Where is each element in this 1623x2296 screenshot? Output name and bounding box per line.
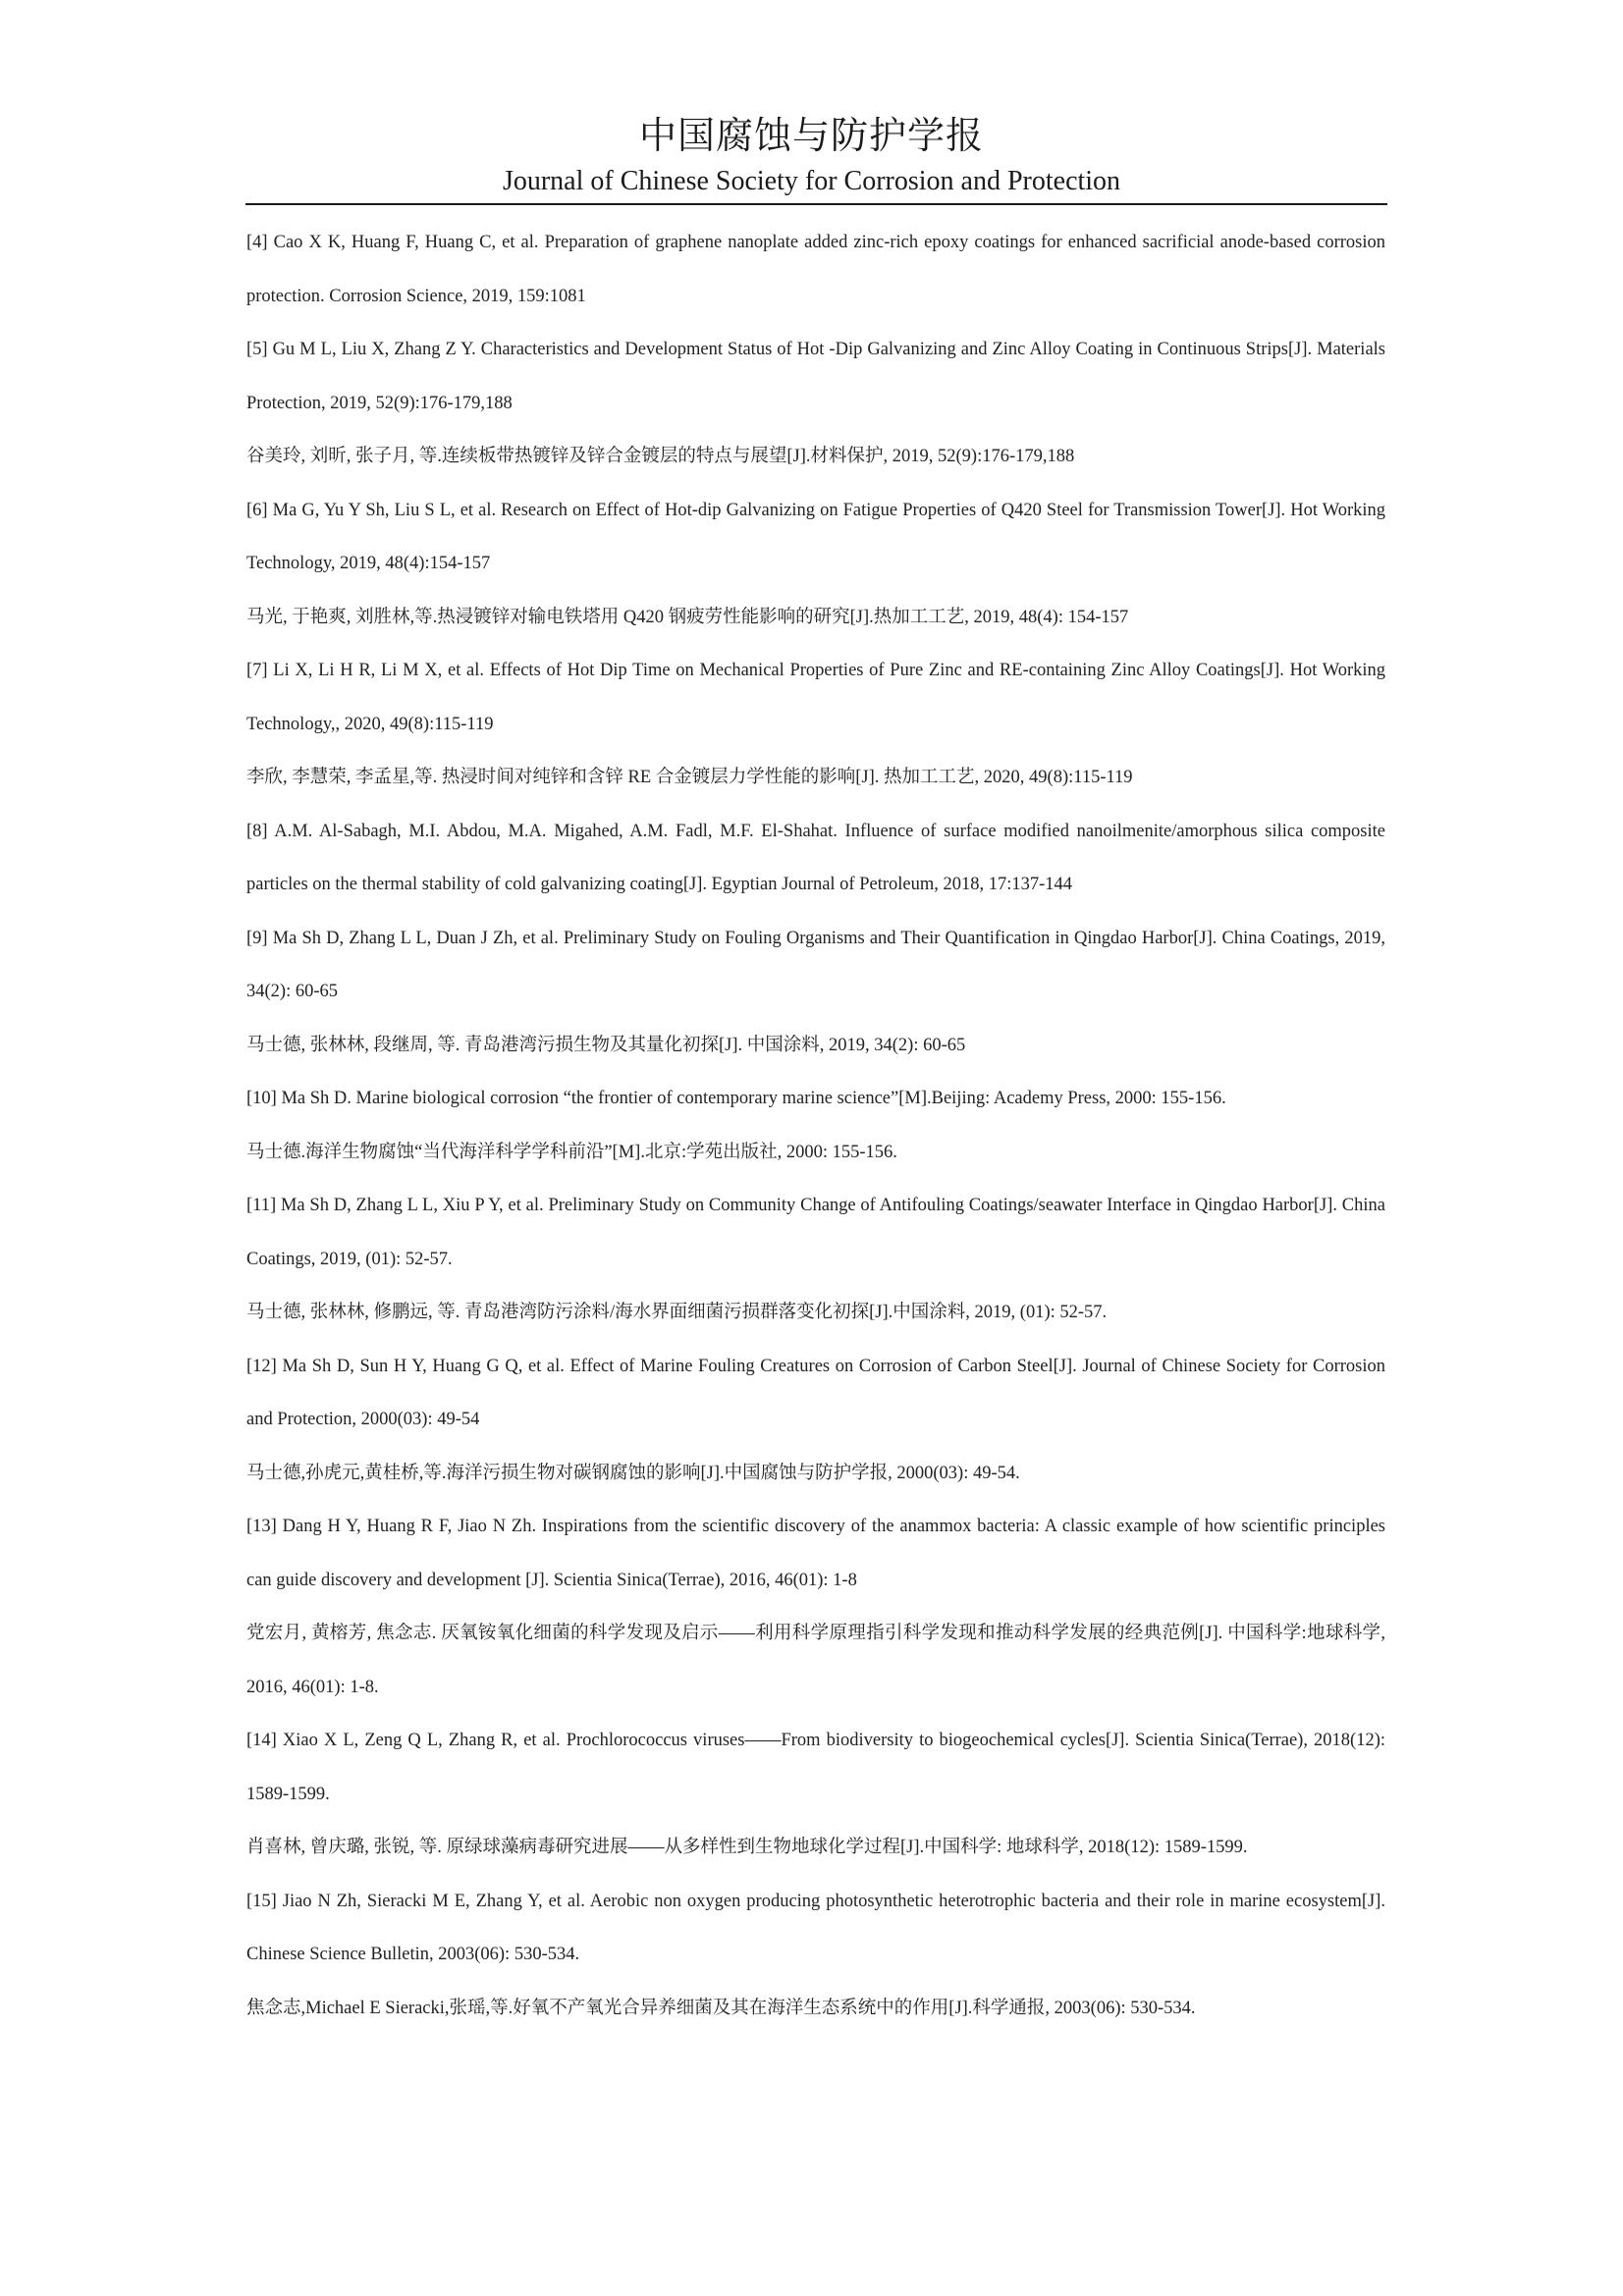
reference-entry: [8] A.M. Al-Sabagh, M.I. Abdou, M.A. Migahed, A.M. Fadl, M.F. El-Shahat. Influence of surface modified nanoilmenite/amorphous silica composite particles on the thermal stability of cold galvanizing coating[J]. Egyptian Journal of Petroleum, 2018, 17:137-144 <box>246 821 1385 894</box>
reference-entry: 党宏月, 黄榕芳, 焦念志. 厌氧铵氧化细菌的科学发现及启示——利用科学原理指引科学发现和推动科学发展的经典范例[J]. 中国科学:地球科学, 2016, 46(01): 1-8. <box>246 1624 1385 1697</box>
reference-entry: [4] Cao X K, Huang F, Huang C, et al. Preparation of graphene nanoplate added zinc-rich epoxy coatings for enhanced sacrificial anode-based corrosion protection. Corrosion Science, 2019, 159:1081 <box>246 233 1385 306</box>
reference-list <box>246 216 1385 2035</box>
reference-entry: [5] Gu M L, Liu X, Zhang Z Y. Characteristics and Development Status of Hot -Dip Galvanizing and Zinc Alloy Coating in Continuous Strips[J]. Materials Protection, 2019, 52(9):176-179,188 <box>246 340 1385 413</box>
reference-entry: 马光, 于艳爽, 刘胜林,等.热浸镀锌对输电铁塔用 Q420 钢疲劳性能影响的研究[J].热加工工艺, 2019, 48(4): 154-157 <box>246 607 1129 627</box>
reference-entry: 肖喜林, 曾庆璐, 张锐, 等. 原绿球藻病毒研究进展——从多样性到生物地球化学过程[J].中国科学: 地球科学, 2018(12): 1589-1599. <box>246 1838 1248 1857</box>
reference-entry: 焦念志,Michael E Sieracki,张瑶,等.好氧不产氧光合异养细菌及其在海洋生态系统中的作用[J].科学通报, 2003(06): 530-534. <box>246 1998 1196 2018</box>
reference-entry: [15] Jiao N Zh, Sieracki M E, Zhang Y, et al. Aerobic non oxygen producing photosynthetic heterotrophic bacteria and their role in marine ecosystem[J]. Chinese Science Bulletin, 2003(06): 530-534. <box>246 1891 1385 1964</box>
reference-entry: [13] Dang H Y, Huang R F, Jiao N Zh. Inspirations from the scientific discovery of the anammox bacteria: A classic example of how scientific principles can guide discovery and development [J]. Scientia Sinica(Terrae), 2016, 46(01): 1-8 <box>246 1517 1385 1590</box>
reference-entry: 马士德,孙虎元,黄桂桥,等.海洋污损生物对碳钢腐蚀的影响[J].中国腐蚀与防护学报, 2000(03): 49-54. <box>246 1463 1020 1483</box>
reference-entry: [12] Ma Sh D, Sun H Y, Huang G Q, et al. Effect of Marine Fouling Creatures on Corrosion of Carbon Steel[J]. Journal of Chinese Society for Corrosion and Protection, 2000(03): 49-54 <box>246 1356 1385 1429</box>
reference-entry: [9] Ma Sh D, Zhang L L, Duan J Zh, et al. Preliminary Study on Fouling Organisms and Their Quantification in Qingdao Harbor[J]. China Coatings, 2019, 34(2): 60-65 <box>246 928 1385 1001</box>
reference-entry: [10] Ma Sh D. Marine biological corrosion “the frontier of contemporary marine science”[M].Beijing: Academy Press, 2000: 155-156. <box>246 1089 1226 1108</box>
journal-title-english: Journal of Chinese Society for Corrosion and Protection <box>502 166 1121 196</box>
reference-entry: 马士德.海洋生物腐蚀“当代海洋科学学科前沿”[M].北京:学苑出版社, 2000: 155-156. <box>246 1142 897 1162</box>
reference-entry: [7] Li X, Li H R, Li M X, et al. Effects of Hot Dip Time on Mechanical Properties of Pure Zinc and RE-containing Zinc Alloy Coatings[J]. Hot Working Technology,, 2020, 49(8):115-119 <box>246 661 1385 734</box>
reference-entry: [14] Xiao X L, Zeng Q L, Zhang R, et al. Prochlorococcus viruses——From biodiversity to biogeochemical cycles[J]. Scientia Sinica(Terrae), 2018(12): 1589-1599. <box>246 1731 1385 1804</box>
reference-entry: [6] Ma G, Yu Y Sh, Liu S L, et al. Research on Effect of Hot-dip Galvanizing on Fatigue Properties of Q420 Steel for Transmission Tower[J]. Hot Working Technology, 2019, 48(4):154-157 <box>246 500 1385 573</box>
reference-entry: 李欣, 李慧荣, 李孟星,等. 热浸时间对纯锌和含锌 RE 合金镀层力学性能的影响[J]. 热加工工艺, 2020, 49(8):115-119 <box>246 768 1133 787</box>
journal-header <box>0 112 1623 200</box>
reference-entry: 谷美玲, 刘昕, 张子月, 等.连续板带热镀锌及锌合金镀层的特点与展望[J].材料保护, 2019, 52(9):176-179,188 <box>246 447 1075 466</box>
reference-entry: [11] Ma Sh D, Zhang L L, Xiu P Y, et al. Preliminary Study on Community Change of Antifouling Coatings/seawater Interface in Qingdao Harbor[J]. China Coatings, 2019, (01): 52-57. <box>246 1196 1385 1269</box>
journal-title-chinese: 中国腐蚀与防护学报 <box>638 116 984 157</box>
reference-entry: 马士德, 张林林, 段继周, 等. 青岛港湾污损生物及其量化初探[J]. 中国涂料, 2019, 34(2): 60-65 <box>246 1035 966 1055</box>
header-rule <box>245 203 1387 205</box>
reference-entry: 马士德, 张林林, 修鹏远, 等. 青岛港湾防污涂料/海水界面细菌污损群落变化初探[J].中国涂料, 2019, (01): 52-57. <box>246 1303 1108 1322</box>
